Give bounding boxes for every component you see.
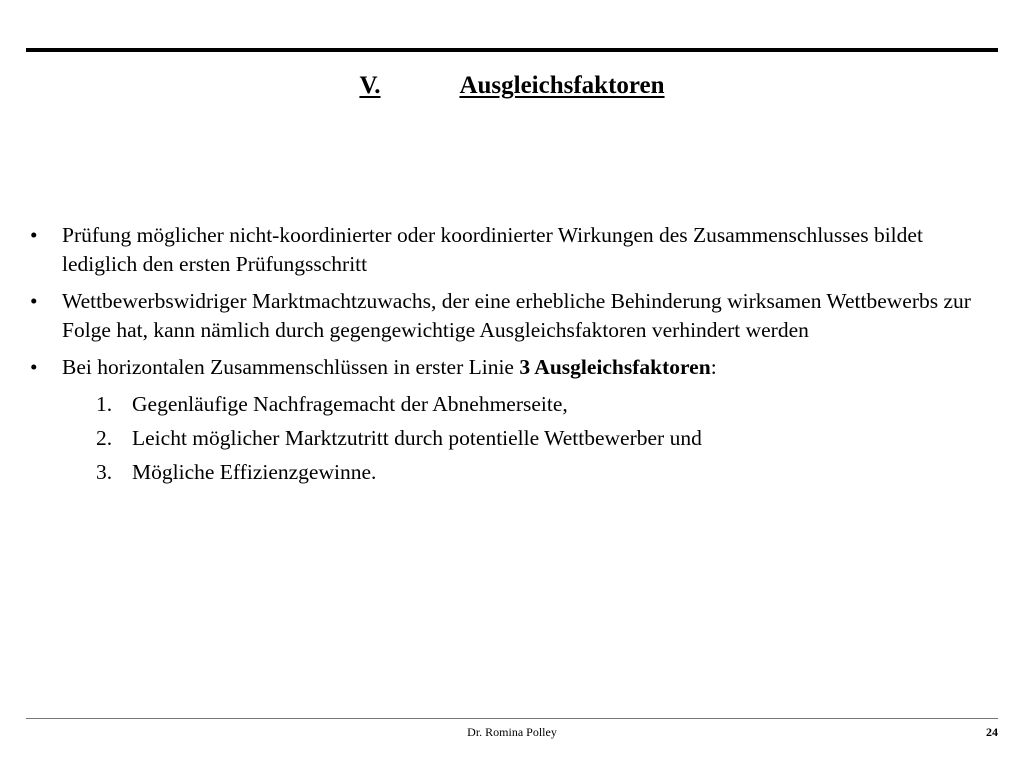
item-text: Leicht möglicher Marktzutritt durch potentielle Wettbewerber und xyxy=(132,426,702,450)
item-text: Mögliche Effizienzgewinne. xyxy=(132,460,377,484)
bullet-text-prefix: Bei horizontalen Zusammenschlüssen in erster Linie xyxy=(62,355,520,379)
bullet-dot: • xyxy=(30,289,38,313)
slide-content xyxy=(28,221,988,492)
footer-divider xyxy=(26,718,998,719)
item-number: 1. xyxy=(96,392,113,416)
bullet-text: Prüfung möglicher nicht-koordinierter oder koordinierter Wirkungen des Zusammenschlusses bildet lediglich den ersten Prüfungsschritt xyxy=(62,223,923,276)
slide-title xyxy=(0,72,1024,100)
bullet-item xyxy=(28,353,988,382)
bullet-item xyxy=(28,221,988,279)
item-number: 3. xyxy=(96,460,113,484)
top-divider xyxy=(26,48,998,52)
bullet-item xyxy=(28,287,988,345)
footer-author: Dr. Romina Polley xyxy=(467,725,557,739)
item-number: 2. xyxy=(96,426,113,450)
bullet-text: Wettbewerbswidriger Marktmachtzuwachs, der eine erhebliche Behinderung wirksamen Wettbewerbs zur Folge hat, kann nämlich durch gegengewichtige Ausgleichsfaktoren verhindert werden xyxy=(62,289,971,342)
bullet-text-suffix: : xyxy=(710,355,717,379)
bullet-dot: • xyxy=(30,223,38,247)
numbered-item xyxy=(28,424,988,453)
title-number: V. xyxy=(359,72,381,99)
numbered-item xyxy=(28,458,988,487)
bullet-text xyxy=(62,353,988,382)
title-text: Ausgleichsfaktoren xyxy=(459,72,665,99)
bullet-text-bold: 3 Ausgleichsfaktoren xyxy=(519,355,711,379)
item-text: Gegenläufige Nachfragemacht der Abnehmerseite, xyxy=(132,392,568,416)
page-number: 24 xyxy=(986,725,998,739)
bullet-dot: • xyxy=(30,355,38,379)
numbered-item xyxy=(28,390,988,419)
